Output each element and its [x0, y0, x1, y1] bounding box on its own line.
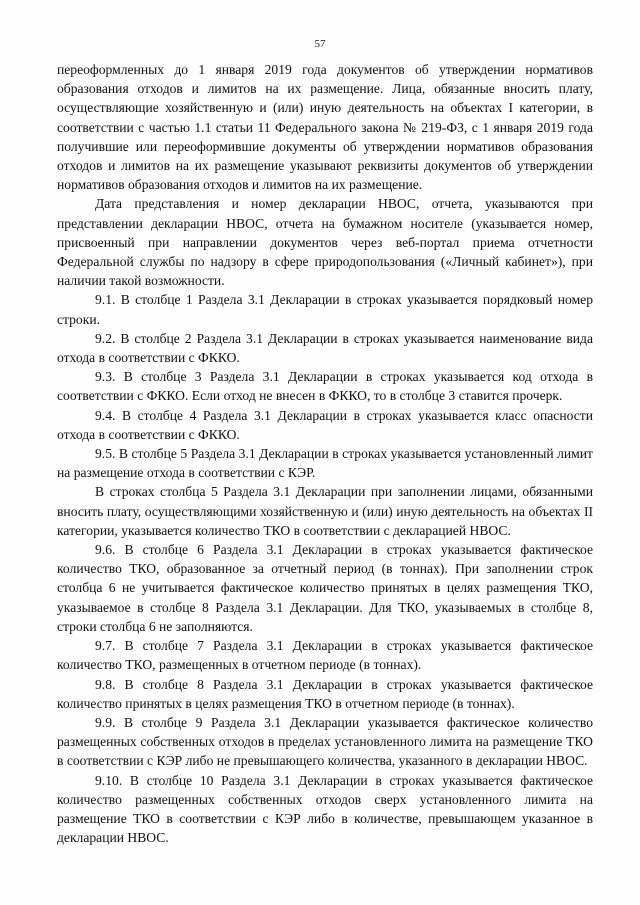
paragraph: 9.7. В столбце 7 Раздела 3.1 Декларации в строках указывается фактическое количество ТКО, размещенных в отчетном периоде (в тоннах). — [57, 638, 593, 673]
paragraph: 9.9. В столбце 9 Раздела 3.1 Декларации указывается фактическое количество размещенных собственных отходов в пределах установленного лимита на размещение ТКО в соответствии с КЭР либо не превышающего количества, указанного в декларации НВОС. — [57, 714, 593, 769]
paragraph: 9.4. В столбце 4 Раздела 3.1 Декларации в строках указывается класс опасности отхода в соответствии с ФККО. — [57, 407, 593, 442]
paragraph: 9.3. В столбце 3 Раздела 3.1 Декларации в строках указывается код отхода в соответствии с ФККО. Если отход не внесен в ФККО, то в столбце 3 ставится прочерк. — [57, 369, 593, 404]
paragraph: 9.10. В столбце 10 Раздела 3.1 Декларации в строках указывается фактическое количество размещенных собственных отходов сверх установленного лимита на размещение ТКО в соответствии с КЭР либо в количестве, превышающем указанное в декларации НВОС. — [57, 772, 593, 846]
document-body — [57, 60, 593, 847]
paragraph: 9.5. В столбце 5 Раздела 3.1 Декларации в строках указывается установленный лимит на размещение отхода в соответствии с КЭР. — [57, 446, 593, 481]
paragraph: 9.8. В столбце 8 Раздела 3.1 Декларации в строках указывается фактическое количество принятых в целях размещения ТКО в отчетном периоде (в тоннах). — [57, 676, 593, 711]
paragraph: 9.1. В столбце 1 Раздела 3.1 Декларации в строках указывается порядковый номер строки. — [57, 292, 593, 327]
paragraph: В строках столбца 5 Раздела 3.1 Декларации при заполнении лицами, обязанными вносить плату, осуществляющими хозяйственную и (или) иную деятельность на объектах II категории, указывается количество ТКО в соответствии с декларацией НВОС. — [57, 484, 593, 538]
page-number: 57 — [314, 38, 326, 50]
paragraph: Дата представления и номер декларации НВОС, отчета, указываются при представлении декларации НВОС, отчета на бумажном носителе (указывается номер, присвоенный при направлении документов через веб-портал приема отчетности Федеральной службы по надзору в сфере природопользования («Личный кабинет»), при наличии такой возможности. — [57, 196, 593, 289]
paragraph: переоформленных до 1 января 2019 года документов об утверждении нормативов образования отходов и лимитов на их размещение. Лица, обязанные вносить плату, осуществляющие хозяйственную и (или) иную деятельность на объектах I категории, в соответствии с частью 1.1 статьи 11 Федерального закона № 219-ФЗ, с 1 января 2019 года получившие или переоформившие документы об утверждении нормативов образования отходов и лимитов на их размещение указывают реквизиты документов об утверждении нормативов образования отходов и лимитов на их размещение. — [57, 62, 593, 193]
paragraph: 9.6. В столбце 6 Раздела 3.1 Декларации в строках указывается фактическое количество ТКО, образованное за отчетный период (в тоннах). При заполнении строк столбца 6 не учитывается фактическое количество принятых в целях размещения ТКО, указываемое в столбце 8 Раздела 3.1 Декларации. Для ТКО, указываемых в столбце 8, строки столбца 6 не заполняются. — [57, 542, 593, 634]
paragraph: 9.2. В столбце 2 Раздела 3.1 Декларации в строках указывается наименование вида отхода в соответствии с ФККО. — [57, 330, 593, 366]
